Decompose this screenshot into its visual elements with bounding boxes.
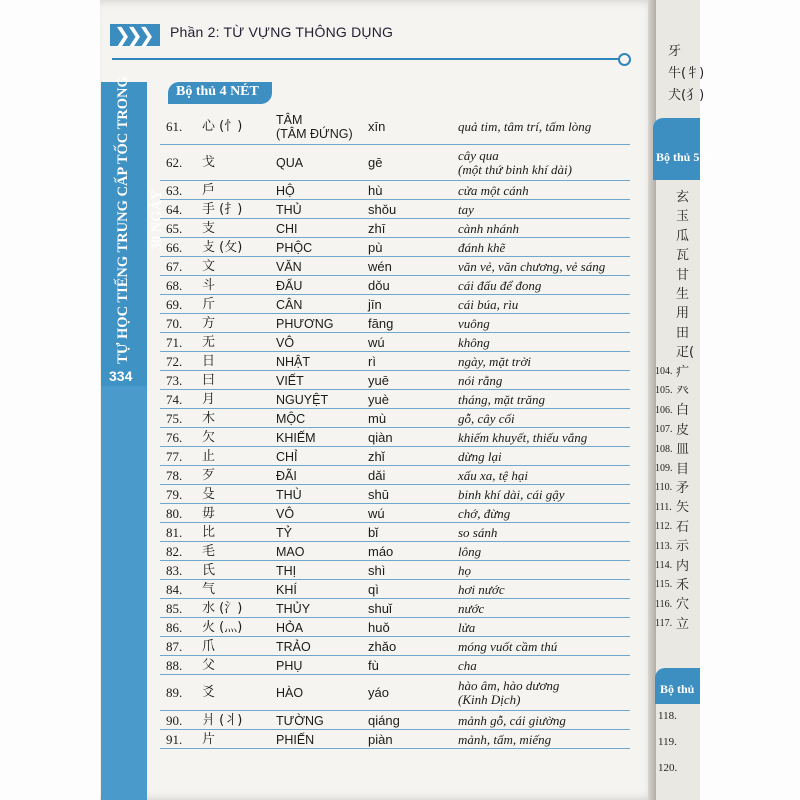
cell-py: jīn: [368, 296, 382, 312]
cell-num: 90.: [166, 712, 183, 728]
cell-han: 日: [202, 353, 216, 369]
cell-mn: gỗ, cây cối: [458, 410, 515, 426]
cell-mn: cái đấu để đong: [458, 277, 542, 293]
cell-num: 62.: [166, 155, 183, 170]
cell-py: qiàn: [368, 429, 393, 445]
cell-han: 水 (氵): [202, 600, 243, 616]
cell-py: xīn: [368, 119, 386, 134]
facing-number: 110.: [655, 482, 673, 494]
cell-mn: chớ, đừng: [458, 505, 511, 521]
cell-mn: nói rằng: [458, 372, 503, 388]
cell-mn: quả tim, tâm trí, tấm lòng: [458, 119, 592, 134]
table-row: [160, 674, 630, 711]
section-label: Bộ thủ 4 NÉT: [176, 84, 259, 99]
cell-han: 斗: [202, 277, 216, 293]
cell-num: 66.: [166, 239, 183, 255]
cell-py: shuǐ: [368, 600, 392, 616]
cell-mn: khiếm khuyết, thiếu vắng: [458, 429, 588, 445]
facing-char: 玄: [676, 190, 690, 205]
facing-char: 癶: [676, 384, 690, 399]
cell-han: 氏: [202, 562, 216, 578]
cell-py: zhī: [368, 220, 386, 236]
cell-py: piàn: [368, 731, 393, 747]
cell-han: 无: [202, 334, 216, 350]
cell-vi: QUA: [276, 156, 304, 170]
cell-mn: hào âm, hào dương (Kinh Dịch): [458, 678, 560, 707]
table-row: [160, 370, 630, 390]
cell-vi: MỘC: [276, 411, 306, 426]
cell-mn: lửa: [458, 619, 476, 635]
table-row: [160, 408, 630, 428]
cell-vi: KHÍ: [276, 582, 297, 597]
cell-num: 75.: [166, 410, 183, 426]
facing-char: 牛(牜): [668, 66, 705, 81]
cell-vi: TƯỜNG: [276, 713, 324, 728]
cell-vi: CHỈ: [276, 449, 298, 464]
cell-num: 69.: [166, 296, 183, 312]
table-row: [160, 617, 630, 637]
table-row: [160, 465, 630, 485]
header-rule-dot: [618, 53, 631, 66]
facing-char: 玉: [676, 209, 690, 225]
cell-num: 65.: [166, 220, 183, 236]
cell-vi: NGUYỆT: [276, 392, 329, 407]
table-row: [160, 598, 630, 618]
cell-mn: cây qua (một thứ binh khí dài): [458, 148, 572, 177]
cell-mn: móng vuốt cầm thú: [458, 638, 558, 654]
facing-char: 皮: [676, 422, 690, 438]
table-row: [160, 522, 630, 542]
cell-vi: PHỤ: [276, 658, 303, 673]
facing-section-label-2: Bộ thủ: [660, 682, 695, 696]
table-row: [160, 351, 630, 371]
cell-py: pù: [368, 239, 383, 255]
cell-vi: VĂN: [276, 259, 302, 274]
facing-char: 甘: [676, 267, 690, 283]
cell-py: dǒu: [368, 277, 390, 293]
facing-number: 106.: [655, 404, 673, 416]
cell-vi: MAO: [276, 544, 305, 559]
header-rule: [112, 58, 620, 60]
cell-han: 气: [202, 581, 216, 597]
facing-number: 107.: [655, 424, 673, 436]
cell-py: qì: [368, 581, 379, 597]
facing-char: 目: [676, 461, 690, 477]
cell-mn: lông: [458, 543, 482, 559]
cell-han: 月: [202, 391, 216, 407]
cell-mn: dừng lại: [458, 448, 502, 464]
cell-num: 70.: [166, 315, 183, 331]
cell-han: 戶: [202, 182, 216, 198]
cell-han: 殳: [202, 486, 216, 502]
cell-mn: ngày, mặt trời: [458, 353, 532, 369]
facing-number: 114.: [655, 560, 673, 571]
facing-char: 内: [676, 558, 690, 574]
book-title: TỰ HỌC TIẾNG TRUNG CẤP TỐC TRONG 30 NGÀY: [115, 76, 165, 364]
cell-num: 81.: [166, 524, 183, 540]
side-tab-lower: [101, 386, 147, 800]
cell-vi: VÔ: [276, 335, 295, 350]
table-row: [160, 332, 630, 352]
cell-py: wén: [368, 258, 392, 274]
cell-han: 毋: [202, 505, 216, 521]
facing-number: 117.: [655, 618, 673, 630]
facing-number: 109.: [655, 463, 673, 474]
cell-han: 曰: [202, 372, 216, 388]
cell-han: 父: [202, 657, 216, 673]
facing-number: 113.: [655, 540, 673, 552]
cell-num: 82.: [166, 543, 183, 559]
table-row: [160, 144, 630, 181]
cell-han: 片: [202, 731, 216, 747]
cell-num: 77.: [166, 448, 183, 464]
chapter-title: Phần 2: TỪ VỰNG THÔNG DỤNG: [170, 24, 394, 40]
cell-num: 88.: [166, 657, 183, 673]
cell-vi: TỶ: [276, 525, 292, 540]
table-row: [160, 256, 630, 276]
table-row: [160, 294, 630, 314]
cell-mn: xấu xa, tệ hại: [458, 467, 529, 483]
facing-char: 疋(: [676, 345, 695, 361]
cell-han: 斤: [202, 296, 216, 312]
cell-mn: tay: [458, 201, 474, 217]
table-row: [160, 446, 630, 466]
cell-py: hù: [368, 182, 383, 198]
facing-number: 120.: [658, 762, 678, 774]
facing-char: 示: [676, 539, 690, 555]
cell-han: 比: [202, 524, 216, 540]
table-row: [160, 108, 630, 145]
cell-han: 木: [202, 410, 216, 426]
cell-py: qiáng: [368, 712, 400, 728]
facing-number: 105.: [655, 385, 673, 397]
cell-vi: PHƯƠNG: [276, 316, 334, 331]
facing-char: 瓦: [676, 248, 690, 264]
facing-char: 禾: [676, 578, 690, 593]
cell-py: wú: [368, 334, 385, 350]
facing-char: 生: [676, 287, 690, 302]
facing-char: 疒: [676, 364, 690, 380]
cell-vi: KHIẾM: [276, 430, 316, 445]
cell-vi: CÂN: [276, 297, 303, 312]
cell-num: 87.: [166, 638, 183, 654]
cell-vi: HỘ: [276, 183, 295, 198]
cell-py: shì: [368, 562, 386, 578]
cell-han: 心 (忄): [202, 119, 243, 134]
header-arrows-icon: ❯ ❯ ❯: [110, 24, 160, 46]
background-left: [0, 0, 104, 800]
facing-number: 112.: [655, 521, 673, 533]
table-row: [160, 389, 630, 409]
cell-mn: cành nhánh: [458, 220, 520, 236]
cell-py: fù: [368, 657, 379, 673]
cell-py: rì: [368, 353, 376, 369]
facing-char: 犬(犭): [668, 88, 705, 103]
facing-char: 牙: [668, 44, 682, 59]
cell-mn: mảnh, tấm, miếng: [458, 731, 552, 747]
cell-py: fāng: [368, 315, 394, 331]
table-row: [160, 427, 630, 447]
table-row: [160, 237, 630, 257]
cell-py: zhǎo: [368, 638, 397, 654]
cell-py: mù: [368, 410, 387, 426]
table-row: [160, 484, 630, 504]
cell-num: 79.: [166, 486, 183, 502]
facing-number: 111.: [655, 501, 672, 513]
cell-mn: cha: [458, 657, 477, 673]
cell-han: 歹: [202, 467, 216, 483]
cell-vi: THỦ: [276, 202, 302, 217]
background-right: [700, 0, 800, 800]
cell-num: 84.: [166, 581, 183, 597]
cell-num: 72.: [166, 353, 183, 369]
facing-char: 石: [676, 519, 690, 535]
cell-num: 61.: [166, 119, 183, 134]
cell-num: 71.: [166, 334, 183, 350]
cell-han: 火 (灬): [202, 619, 243, 635]
cell-mn: binh khí dài, cái gậy: [458, 486, 565, 502]
facing-section-label: Bộ thủ 5 N: [656, 150, 712, 164]
cell-vi: HÀO: [276, 686, 304, 700]
cell-mn: văn vẻ, văn chương, vẻ sáng: [458, 258, 606, 274]
cell-vi: THỦY: [276, 601, 311, 616]
cell-num: 86.: [166, 619, 183, 635]
cell-mn: so sánh: [458, 524, 498, 540]
cell-num: 76.: [166, 429, 183, 445]
facing-char: 穴: [676, 597, 690, 613]
cell-han: 手 (扌): [202, 201, 243, 217]
facing-number: 104.: [655, 366, 673, 377]
facing-char: 皿: [676, 442, 690, 458]
cell-mn: cái búa, rìu: [458, 296, 519, 312]
cell-han: 方: [202, 315, 216, 331]
cell-py: bǐ: [368, 524, 379, 540]
cell-py: shū: [368, 486, 389, 502]
cell-mn: hơi nước: [458, 581, 505, 597]
cell-han: 止: [202, 448, 216, 464]
table-row: [160, 710, 630, 730]
cell-num: 83.: [166, 562, 183, 578]
cell-vi: TRẢO: [276, 639, 311, 654]
facing-char: 用: [676, 306, 690, 322]
table-row: [160, 180, 630, 200]
cell-py: máo: [368, 543, 394, 559]
cell-num: 74.: [166, 391, 183, 407]
cell-vi: VIẾT: [276, 373, 304, 388]
table-row: [160, 218, 630, 238]
table-row: [160, 541, 630, 561]
cell-han: 爿 (丬): [202, 712, 243, 728]
facing-char: 矛: [676, 481, 690, 496]
cell-vi: THỊ: [276, 563, 297, 578]
cell-han: 文: [202, 258, 216, 274]
table-row: [160, 655, 630, 675]
cell-num: 80.: [166, 505, 183, 521]
cell-vi: TÂM (TÂM ĐỨNG): [276, 113, 353, 141]
cell-py: yuè: [368, 391, 389, 407]
cell-py: yuē: [368, 372, 389, 388]
table-row: [160, 729, 630, 749]
table-row: [160, 560, 630, 580]
table-row: [160, 313, 630, 333]
cell-py: gē: [368, 155, 383, 170]
cell-han: 爪: [202, 638, 216, 654]
cell-vi: PHỘC: [276, 240, 313, 255]
facing-section-badge: [653, 118, 700, 180]
cell-mn: nước: [458, 600, 485, 616]
cell-vi: ĐẨU: [276, 278, 303, 293]
cell-vi: PHIẾN: [276, 732, 315, 747]
cell-vi: THÙ: [276, 487, 302, 502]
facing-char: 矢: [676, 500, 690, 516]
facing-char: 田: [676, 325, 690, 341]
cell-mn: đánh khẽ: [458, 239, 506, 255]
cell-py: dǎi: [368, 467, 386, 483]
cell-py: zhǐ: [368, 448, 385, 464]
facing-number: 115.: [655, 579, 673, 591]
facing-char: 白: [676, 403, 690, 419]
cell-py: shǒu: [368, 201, 397, 217]
cell-mn: mảnh gỗ, cái giường: [458, 712, 566, 728]
cell-han: 毛: [202, 543, 216, 559]
page-number: 334: [109, 368, 133, 384]
cell-vi: CHI: [276, 221, 298, 236]
cell-han: 支: [202, 220, 216, 236]
facing-number: 119.: [658, 736, 677, 748]
cell-mn: họ: [458, 562, 471, 578]
cell-han: 戈: [202, 155, 216, 170]
table-row: [160, 503, 630, 523]
cell-num: 73.: [166, 372, 183, 388]
cell-num: 68.: [166, 277, 183, 293]
cell-han: 爻: [202, 685, 216, 700]
cell-num: 67.: [166, 258, 183, 274]
cell-mn: tháng, mặt trăng: [458, 391, 546, 407]
cell-mn: vuông: [458, 315, 490, 331]
cell-py: yáo: [368, 685, 389, 700]
facing-number: 108.: [655, 443, 673, 455]
cell-vi: VÔ: [276, 506, 295, 521]
cell-han: 欠: [202, 429, 216, 445]
cell-num: 63.: [166, 182, 183, 198]
cell-py: wú: [368, 505, 385, 521]
cell-han: 攴 (攵): [202, 239, 243, 255]
facing-char: 立: [676, 616, 690, 632]
table-row: [160, 579, 630, 599]
cell-num: 78.: [166, 467, 183, 483]
cell-py: huǒ: [368, 619, 390, 635]
cell-num: 85.: [166, 600, 183, 616]
cell-mn: cửa một cánh: [458, 182, 529, 198]
cell-mn: không: [458, 334, 490, 350]
table-row: [160, 275, 630, 295]
cell-vi: ĐÃI: [276, 468, 297, 483]
table-row: [160, 199, 630, 219]
facing-char: 瓜: [676, 228, 690, 244]
cell-num: 64.: [166, 201, 183, 217]
cell-vi: HỎA: [276, 620, 304, 635]
cell-num: 89.: [166, 685, 183, 700]
facing-number: 116.: [655, 598, 673, 610]
cell-num: 91.: [166, 731, 183, 747]
table-row: [160, 636, 630, 656]
facing-number: 118.: [658, 710, 677, 722]
cell-vi: NHẬT: [276, 354, 311, 369]
